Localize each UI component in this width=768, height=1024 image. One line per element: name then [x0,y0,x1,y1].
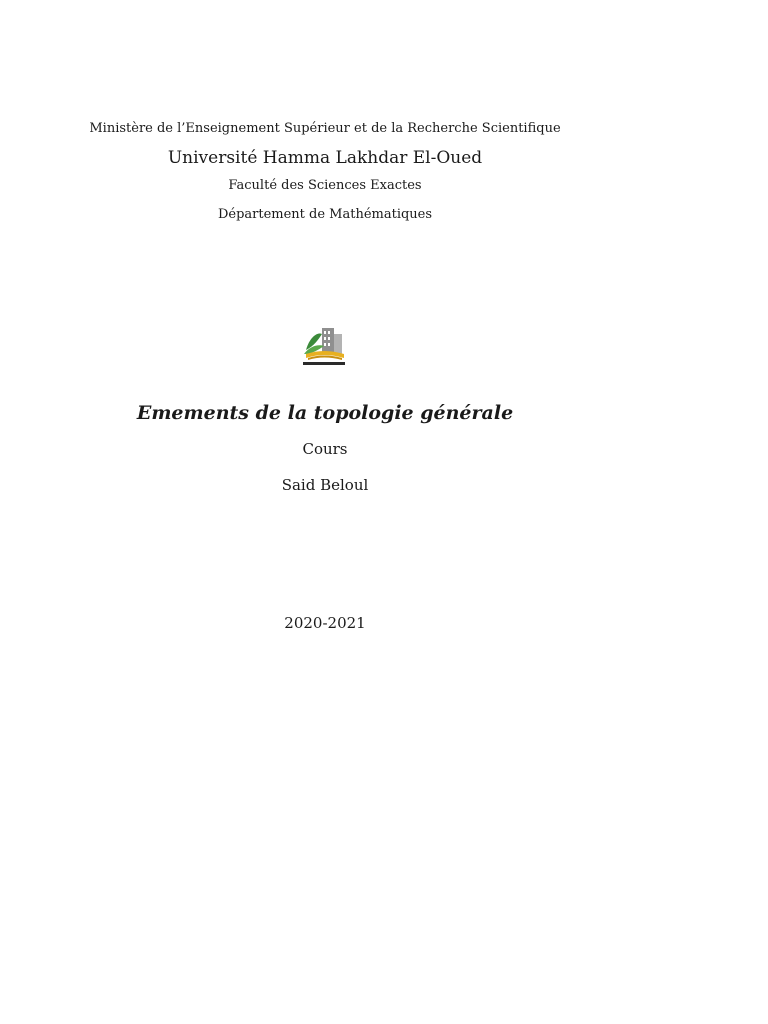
document-title: Emements de la topologie générale [136,402,514,424]
department-name: Département de Mathématiques [217,207,433,222]
academic-year: 2020-2021 [284,614,366,632]
course-type: Cours [302,440,348,458]
university-name: Université Hamma Lakhdar El-Oued [167,148,483,168]
university-logo [300,324,348,368]
ministry-name: Ministère de l’Enseignement Supérieur et de la Recherche Scientifique [89,121,561,136]
logo-caption [303,362,345,365]
author-name: Said Beloul [281,476,369,494]
faculty-name: Faculté des Sciences Exactes [228,178,422,193]
